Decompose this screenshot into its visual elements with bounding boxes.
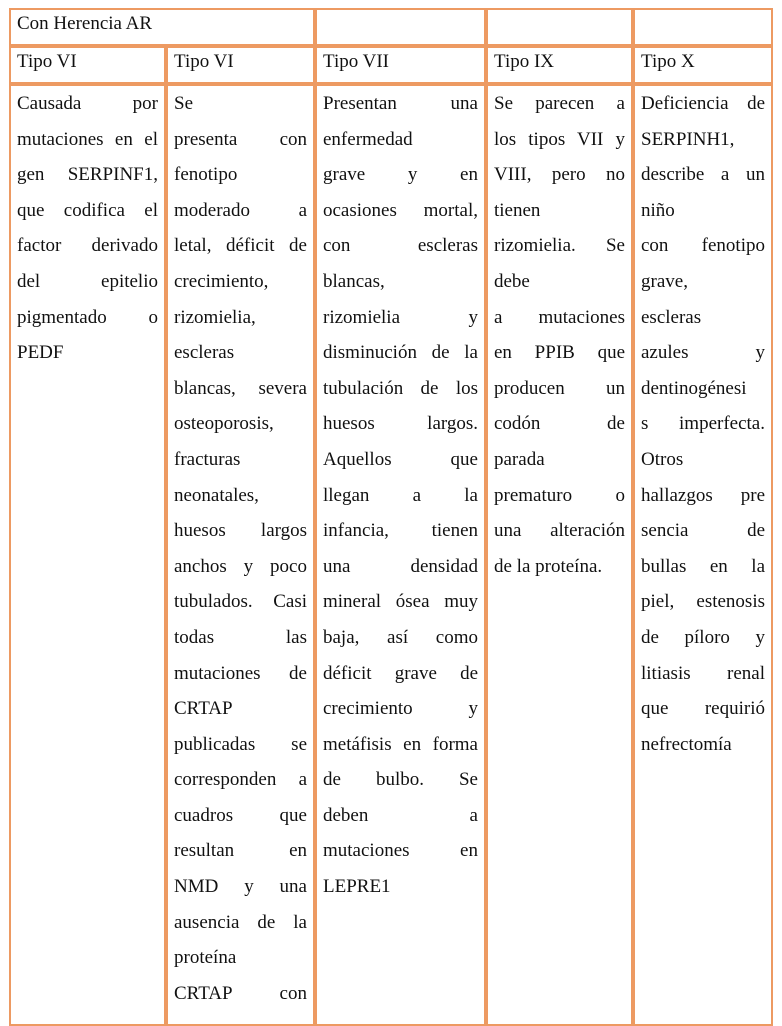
title-empty-cell-3 [486, 8, 633, 46]
text-line: baja, así como [323, 626, 478, 648]
text-line: CRTAP con [174, 982, 307, 1004]
text-line: pigmentado o [17, 306, 158, 328]
text-line: Otros [641, 448, 684, 470]
col-text [174, 86, 307, 1011]
header-label: Tipo VI [17, 51, 77, 72]
text-line: CRTAP [174, 698, 233, 720]
text-line: de bulbo. Se [323, 769, 478, 791]
text-line: tubulación de los [323, 377, 478, 399]
text-line: presenta con [174, 128, 307, 150]
text-line: factor derivado [17, 235, 158, 257]
text-line: mineral ósea muy [323, 591, 478, 613]
text-line: huesos largos [174, 520, 307, 542]
text-line: bullas en la [641, 555, 765, 577]
text-line: mutaciones en el [17, 128, 158, 150]
text-line: los tipos VII y [494, 128, 625, 150]
text-line: escleras [641, 306, 702, 328]
header-label: Tipo VII [323, 51, 389, 72]
text-line: s imperfecta. [641, 413, 765, 435]
text-line: grave, [641, 270, 688, 292]
header-cell-5 [633, 46, 773, 84]
text-line: con escleras [323, 235, 478, 257]
body-cell-1 [9, 84, 166, 1026]
text-line: neonatales, [174, 484, 259, 506]
text-line: fracturas [174, 448, 241, 470]
body-cell-2 [166, 84, 315, 1026]
text-line: crecimiento y [323, 698, 478, 720]
text-line: todas las [174, 626, 307, 648]
header-cell-1 [9, 46, 166, 84]
text-line: azules y [641, 342, 765, 364]
title-cell [9, 8, 315, 46]
text-line: de píloro y [641, 626, 765, 648]
text-line: blancas, [323, 270, 385, 292]
col-text [641, 86, 765, 762]
text-line: crecimiento, [174, 270, 269, 292]
text-line: grave y en [323, 164, 478, 186]
body-cell-3 [315, 84, 486, 1026]
text-line: tubulados. Casi [174, 591, 307, 613]
text-line: ausencia de la [174, 911, 307, 933]
text-line: que codifica el [17, 199, 158, 221]
text-line: déficit grave de [323, 662, 478, 684]
text-line: escleras [174, 342, 235, 364]
text-line: cuadros que [174, 804, 307, 826]
text-line: NMD y una [174, 876, 307, 898]
col-text [17, 86, 158, 371]
title-empty-cell-4 [633, 8, 773, 46]
text-line: SERPINH1, [641, 128, 735, 150]
text-line: LEPRE1 [323, 876, 391, 898]
text-line: a mutaciones [494, 306, 625, 328]
text-line: mutaciones en [323, 840, 478, 862]
text-line: llegan a la [323, 484, 478, 506]
text-line: niño [641, 199, 675, 221]
text-line: proteína [174, 947, 237, 969]
text-line: publicadas se [174, 733, 307, 755]
text-line: letal, déficit de [174, 235, 307, 257]
text-line: piel, estenosis [641, 591, 765, 613]
body-cell-4 [486, 84, 633, 1026]
text-line: VIII, pero no [494, 164, 625, 186]
text-line: parada [494, 448, 545, 470]
title-label: Con Herencia AR [17, 13, 153, 34]
text-line: Presentan una [323, 93, 478, 114]
text-line: que requirió [641, 698, 765, 720]
text-line: disminución de la [323, 342, 478, 364]
text-line: rizomielia y [323, 306, 478, 328]
text-line: huesos largos. [323, 413, 478, 435]
text-line: sencia de [641, 520, 765, 542]
text-line: con fenotipo [641, 235, 765, 257]
text-line: describe a un [641, 164, 765, 186]
text-line: metáfisis en forma [323, 733, 478, 755]
text-line: debe [494, 270, 530, 292]
text-line: PEDF [17, 342, 64, 364]
text-line: deben a [323, 804, 478, 826]
col-text [323, 86, 478, 905]
text-line: gen SERPINF1, [17, 164, 158, 186]
header-label: Tipo X [641, 51, 695, 72]
header-cell-3 [315, 46, 486, 84]
text-line: corresponden a [174, 769, 307, 791]
text-line: tienen [494, 199, 541, 221]
title-empty-cell-2 [315, 8, 486, 46]
text-line: una densidad [323, 555, 478, 577]
header-label: Tipo VI [174, 51, 234, 72]
text-line: mutaciones de [174, 662, 307, 684]
text-line: hallazgos pre [641, 484, 765, 506]
text-line: blancas, severa [174, 377, 307, 399]
text-line: Se [174, 93, 193, 114]
text-line: dentinogénesi [641, 377, 747, 399]
text-line: codón de [494, 413, 625, 435]
body-cell-5 [633, 84, 773, 1026]
text-line: en PPIB que [494, 342, 625, 364]
text-line: osteoporosis, [174, 413, 274, 435]
text-line: resultan en [174, 840, 307, 862]
text-line: de la proteína. [494, 555, 603, 577]
text-line: Deficiencia de [641, 93, 765, 114]
col-text [494, 86, 625, 584]
text-line: rizomielia, [174, 306, 256, 328]
text-line: rizomielia. Se [494, 235, 625, 257]
text-line: infancia, tienen [323, 520, 478, 542]
text-line: Causada por [17, 93, 158, 114]
header-cell-2 [166, 46, 315, 84]
text-line: litiasis renal [641, 662, 765, 684]
text-line: moderado a [174, 199, 307, 221]
text-line: del epitelio [17, 270, 158, 292]
text-line: producen un [494, 377, 625, 399]
text-line: Se parecen a [494, 93, 625, 114]
text-line: prematuro o [494, 484, 625, 506]
header-label: Tipo IX [494, 51, 555, 72]
text-line: una alteración [494, 520, 625, 542]
text-line: ocasiones mortal, [323, 199, 478, 221]
text-line: nefrectomía [641, 733, 732, 755]
text-line: enfermedad [323, 128, 413, 150]
text-line: anchos y poco [174, 555, 307, 577]
text-line: Aquellos que [323, 448, 478, 470]
text-line: fenotipo [174, 164, 238, 186]
header-cell-4 [486, 46, 633, 84]
